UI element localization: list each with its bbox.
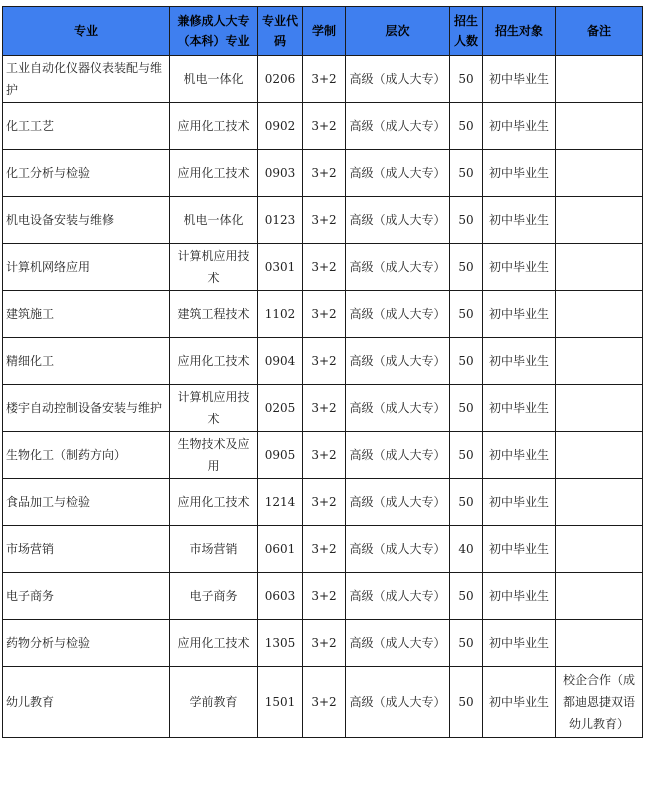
cell-duration: 3+2 <box>303 244 346 291</box>
cell-level: 高级（成人大专） <box>346 338 450 385</box>
cell-major: 化工分析与检验 <box>3 150 170 197</box>
cell-major: 幼儿教育 <box>3 667 170 738</box>
cell-dual: 电子商务 <box>170 573 258 620</box>
cell-duration: 3+2 <box>303 620 346 667</box>
cell-level: 高级（成人大专） <box>346 667 450 738</box>
cell-duration: 3+2 <box>303 338 346 385</box>
table-row <box>3 573 643 620</box>
cell-remark <box>556 291 643 338</box>
cell-target: 初中毕业生 <box>483 291 556 338</box>
cell-code: 0205 <box>258 385 303 432</box>
table-row <box>3 197 643 244</box>
cell-duration: 3+2 <box>303 150 346 197</box>
header-duration: 学制 <box>303 7 346 56</box>
cell-major: 生物化工（制药方向） <box>3 432 170 479</box>
cell-remark <box>556 56 643 103</box>
cell-duration: 3+2 <box>303 197 346 244</box>
cell-enroll: 40 <box>450 526 483 573</box>
cell-target: 初中毕业生 <box>483 56 556 103</box>
cell-remark: 校企合作（成都迪恩捷双语幼儿教育） <box>556 667 643 738</box>
cell-target: 初中毕业生 <box>483 573 556 620</box>
cell-dual: 生物技术及应用 <box>170 432 258 479</box>
cell-dual: 应用化工技术 <box>170 620 258 667</box>
cell-major: 精细化工 <box>3 338 170 385</box>
cell-enroll: 50 <box>450 573 483 620</box>
cell-dual: 建筑工程技术 <box>170 291 258 338</box>
cell-dual: 机电一体化 <box>170 197 258 244</box>
table-row <box>3 244 643 291</box>
cell-code: 0206 <box>258 56 303 103</box>
cell-enroll: 50 <box>450 667 483 738</box>
cell-duration: 3+2 <box>303 526 346 573</box>
cell-remark <box>556 620 643 667</box>
cell-level: 高级（成人大专） <box>346 197 450 244</box>
cell-duration: 3+2 <box>303 385 346 432</box>
cell-enroll: 50 <box>450 620 483 667</box>
table-row <box>3 338 643 385</box>
cell-remark <box>556 573 643 620</box>
cell-target: 初中毕业生 <box>483 667 556 738</box>
cell-code: 0601 <box>258 526 303 573</box>
cell-dual: 机电一体化 <box>170 56 258 103</box>
cell-target: 初中毕业生 <box>483 620 556 667</box>
cell-remark <box>556 103 643 150</box>
cell-level: 高级（成人大专） <box>346 244 450 291</box>
cell-dual: 应用化工技术 <box>170 103 258 150</box>
cell-target: 初中毕业生 <box>483 150 556 197</box>
table-row <box>3 56 643 103</box>
cell-code: 1501 <box>258 667 303 738</box>
table-row <box>3 291 643 338</box>
cell-remark <box>556 385 643 432</box>
cell-level: 高级（成人大专） <box>346 56 450 103</box>
cell-duration: 3+2 <box>303 573 346 620</box>
cell-duration: 3+2 <box>303 56 346 103</box>
table-row <box>3 667 643 738</box>
cell-enroll: 50 <box>450 479 483 526</box>
cell-code: 0903 <box>258 150 303 197</box>
cell-code: 0902 <box>258 103 303 150</box>
cell-level: 高级（成人大专） <box>346 103 450 150</box>
cell-target: 初中毕业生 <box>483 197 556 244</box>
table-row <box>3 526 643 573</box>
cell-remark <box>556 526 643 573</box>
cell-code: 0904 <box>258 338 303 385</box>
header-row <box>3 7 643 56</box>
cell-enroll: 50 <box>450 432 483 479</box>
table-row <box>3 479 643 526</box>
cell-level: 高级（成人大专） <box>346 432 450 479</box>
cell-level: 高级（成人大专） <box>346 150 450 197</box>
cell-enroll: 50 <box>450 197 483 244</box>
cell-remark <box>556 479 643 526</box>
cell-remark <box>556 432 643 479</box>
cell-code: 0301 <box>258 244 303 291</box>
cell-dual: 应用化工技术 <box>170 338 258 385</box>
cell-code: 0905 <box>258 432 303 479</box>
cell-enroll: 50 <box>450 56 483 103</box>
cell-target: 初中毕业生 <box>483 526 556 573</box>
cell-dual: 计算机应用技术 <box>170 385 258 432</box>
cell-level: 高级（成人大专） <box>346 479 450 526</box>
cell-enroll: 50 <box>450 150 483 197</box>
table-row <box>3 432 643 479</box>
cell-major: 市场营销 <box>3 526 170 573</box>
cell-major: 食品加工与检验 <box>3 479 170 526</box>
cell-remark <box>556 338 643 385</box>
cell-dual: 应用化工技术 <box>170 479 258 526</box>
table-row <box>3 103 643 150</box>
header-enroll: 招生人数 <box>450 7 483 56</box>
cell-major: 药物分析与检验 <box>3 620 170 667</box>
cell-level: 高级（成人大专） <box>346 573 450 620</box>
cell-target: 初中毕业生 <box>483 479 556 526</box>
cell-dual: 市场营销 <box>170 526 258 573</box>
cell-enroll: 50 <box>450 103 483 150</box>
cell-major: 建筑施工 <box>3 291 170 338</box>
cell-level: 高级（成人大专） <box>346 526 450 573</box>
header-dual: 兼修成人大专（本科）专业 <box>170 7 258 56</box>
cell-duration: 3+2 <box>303 291 346 338</box>
cell-remark <box>556 244 643 291</box>
table-row <box>3 150 643 197</box>
cell-duration: 3+2 <box>303 479 346 526</box>
header-major: 专业 <box>3 7 170 56</box>
header-remark: 备注 <box>556 7 643 56</box>
cell-target: 初中毕业生 <box>483 244 556 291</box>
cell-code: 1102 <box>258 291 303 338</box>
cell-code: 1214 <box>258 479 303 526</box>
cell-enroll: 50 <box>450 244 483 291</box>
cell-duration: 3+2 <box>303 667 346 738</box>
cell-enroll: 50 <box>450 385 483 432</box>
cell-duration: 3+2 <box>303 432 346 479</box>
cell-remark <box>556 150 643 197</box>
table-row <box>3 620 643 667</box>
header-level: 层次 <box>346 7 450 56</box>
enrollment-table <box>2 6 643 738</box>
cell-level: 高级（成人大专） <box>346 385 450 432</box>
cell-level: 高级（成人大专） <box>346 291 450 338</box>
cell-target: 初中毕业生 <box>483 338 556 385</box>
cell-enroll: 50 <box>450 291 483 338</box>
cell-code: 0603 <box>258 573 303 620</box>
cell-code: 1305 <box>258 620 303 667</box>
table-row <box>3 385 643 432</box>
cell-major: 计算机网络应用 <box>3 244 170 291</box>
cell-dual: 学前教育 <box>170 667 258 738</box>
cell-dual: 应用化工技术 <box>170 150 258 197</box>
cell-major: 楼宇自动控制设备安装与维护 <box>3 385 170 432</box>
cell-target: 初中毕业生 <box>483 432 556 479</box>
cell-major: 工业自动化仪器仪表装配与维护 <box>3 56 170 103</box>
cell-major: 机电设备安装与维修 <box>3 197 170 244</box>
header-target: 招生对象 <box>483 7 556 56</box>
cell-major: 化工工艺 <box>3 103 170 150</box>
cell-target: 初中毕业生 <box>483 385 556 432</box>
cell-target: 初中毕业生 <box>483 103 556 150</box>
cell-code: 0123 <box>258 197 303 244</box>
cell-enroll: 50 <box>450 338 483 385</box>
cell-level: 高级（成人大专） <box>346 620 450 667</box>
cell-dual: 计算机应用技术 <box>170 244 258 291</box>
cell-duration: 3+2 <box>303 103 346 150</box>
cell-remark <box>556 197 643 244</box>
table-body <box>3 56 643 738</box>
cell-major: 电子商务 <box>3 573 170 620</box>
header-code: 专业代码 <box>258 7 303 56</box>
